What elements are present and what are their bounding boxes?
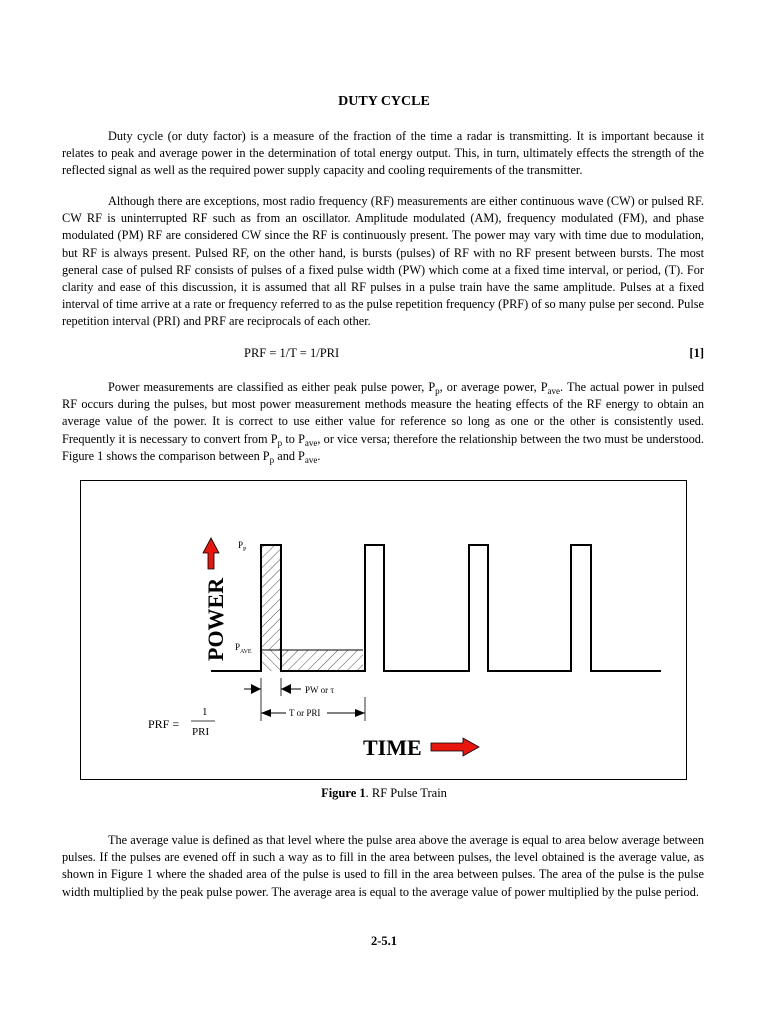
pw-label: PW or τ (305, 685, 334, 695)
prf-formula-denominator: PRI (192, 726, 210, 738)
t-label: T or PRI (289, 708, 321, 718)
t-arrow-right-icon (355, 709, 365, 717)
pave-label: $P_{AVE}$ (235, 642, 252, 655)
prf-formula-numerator: 1 (202, 706, 208, 718)
p3-text-2: , or average power, P (439, 380, 548, 394)
prf-formula-lhs: PRF = (148, 717, 180, 731)
p3-sub-3: p (277, 437, 283, 448)
equation-number: [1] (689, 346, 704, 360)
figure-rf-pulse-train (80, 480, 687, 780)
time-arrow-icon (431, 738, 479, 756)
pp-label: $P_P$ (238, 540, 247, 553)
p3-text-5: , or vice versa; therefore the relationship between the two must be understood. Figure 1 shows the comparison between P (62, 431, 704, 463)
average-shaded-area (281, 650, 363, 671)
paragraph-average-text: The average value is defined as that level where the pulse area above the average is equal to area below average between pulses. If the pulses are evened off in such a way as to fill in the area between pulses, the level obtained is the average value, as shown in Figure 1 where the shaded area of the pulse is used to fill in the area between pulses. The area of the pulse is the pulse width multiplied by the peak pulse power. The average area is equal to the average value of power multiplied by the pulse period. (62, 833, 704, 899)
p3-sub-1: p (435, 386, 440, 396)
p3-text-4: to P (282, 431, 305, 446)
power-axis-label: POWER (203, 577, 228, 661)
p3-text-6: and P (274, 448, 305, 463)
pulse-shaded-area (261, 545, 281, 650)
paragraph-average (62, 832, 704, 901)
page-title: DUTY CYCLE (338, 94, 430, 109)
p3-sub-2: ave (547, 386, 561, 396)
p3-text-3: . The actual power in pulsed RF occurs during the pulses, but most power measurement methods measure the heating effects of the RF energy to obtain an average value of the power. It is correct to use either value for reference so long as one or the other is consistently used. Frequently it is necessary to convert from P (62, 380, 704, 446)
time-axis-label: TIME (363, 735, 422, 760)
p3-sub-6: ave (304, 454, 318, 465)
figure-caption-text: . RF Pulse Train (365, 786, 447, 800)
t-arrow-left-icon (261, 709, 271, 717)
figure-caption (0, 786, 768, 801)
equation-expression: PRF = 1/T = 1/PRI (244, 346, 340, 360)
equation-prf (62, 346, 704, 364)
paragraph-power (62, 379, 704, 465)
power-arrow-icon (203, 538, 219, 569)
p3-text-7: . (317, 448, 321, 463)
paragraph-intro-text: Duty cycle (or duty factor) is a measure of the fraction of the time a radar is transmitting. It is important because it relates to peak and average power in the determination of total energy output. This, in turn, ultimately effects the strength of the reflected signal as well as the required power supply capacity and cooling requirements of the transmitter. (62, 129, 704, 178)
overlap-shaded-area (261, 650, 281, 671)
pw-arrow-right-icon (281, 684, 291, 694)
p3-sub-4: ave (304, 437, 318, 448)
paragraph-intro (62, 128, 704, 180)
pulse-train-diagram (81, 481, 688, 781)
paragraph-rf-text: Although there are exceptions, most radio frequency (RF) measurements are either continuous wave (CW) or pulsed RF. CW RF is uninterrupted RF such as from an oscillator. Amplitude modulated (AM), frequency modulated (FM), and phase modulated (PM) RF are considered CW since the RF is continuously present. The power may vary with time due to modulation, but RF is always present. Pulsed RF, on the other hand, is bursts (pulses) of RF with no RF present between bursts. The most general case of pulsed RF consists of pulses of a fixed pulse width (PW) which come at a fixed time interval, or period, (T). For clarity and ease of this discussion, it is assumed that all RF pulses in a pulse train have the same amplitude. Pulses at a fixed interval of time arrive at a rate or frequency referred to as the pulse repetition frequency (PRF) of so many pulse per second. Pulse repetition interval (PRI) and PRF are reciprocals of each other. (62, 194, 704, 329)
p3-sub-5: p (269, 454, 275, 465)
pw-arrow-left-icon (251, 684, 261, 694)
paragraph-rf (62, 193, 704, 331)
figure-caption-label: Figure 1 (321, 786, 366, 800)
p3-text-1: Power measurements are classified as either peak pulse power, P (108, 380, 436, 394)
page-number: 2-5.1 (370, 934, 398, 948)
